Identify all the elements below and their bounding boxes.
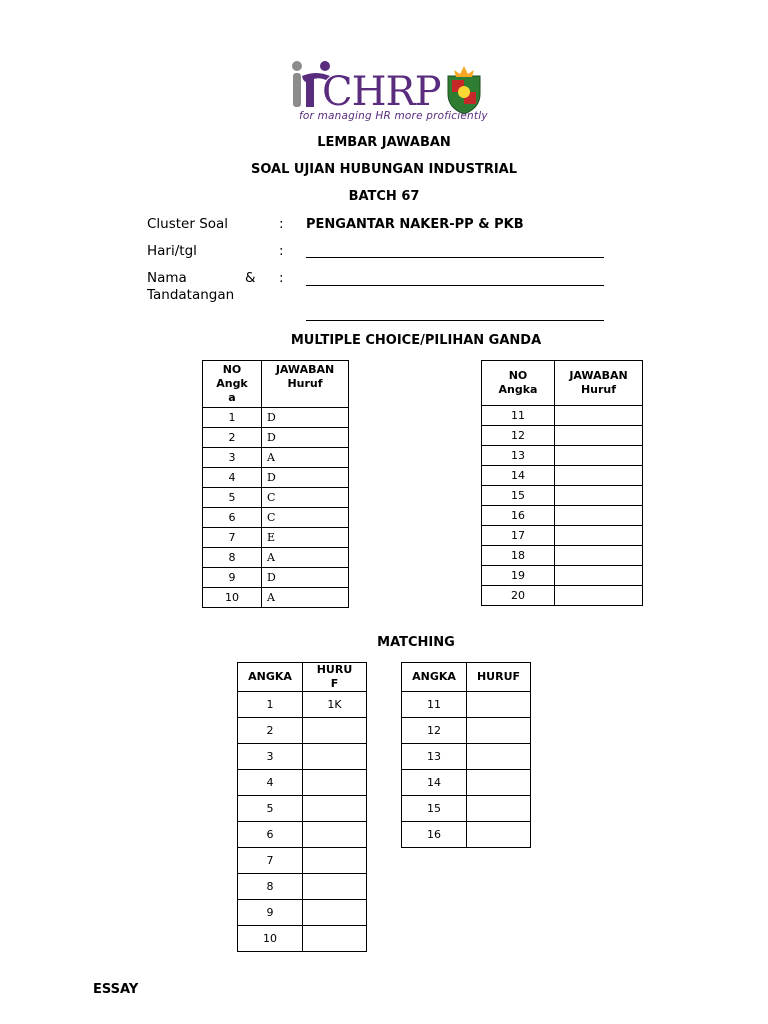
mc-right-row [482, 546, 643, 566]
matching-left-row [238, 900, 367, 926]
matching-left-row [238, 744, 367, 770]
matching-left-row-number: 5 [238, 796, 303, 822]
name-label-ampersand: & [245, 270, 256, 286]
matching-right-row-number: 11 [402, 692, 467, 718]
mc-right-row [482, 586, 643, 606]
mc-left-row-answer[interactable]: D [262, 408, 349, 428]
mc-right-row-number: 12 [482, 426, 555, 446]
matching-right-row [402, 744, 531, 770]
mc-left-header-answer: JAWABAN Huruf [262, 361, 349, 408]
logo-figure-head-left [292, 61, 302, 71]
mc-left-row [203, 528, 349, 548]
cluster-colon: : [279, 216, 284, 232]
mc-right-header-no: NO Angka [482, 361, 555, 406]
shield-emblem-icon [448, 66, 480, 114]
date-colon: : [279, 243, 284, 259]
multiple-choice-title: MULTIPLE CHOICE/PILIHAN GANDA [290, 333, 542, 348]
mc-left-row-number: 2 [203, 428, 262, 448]
mc-left-row-number: 5 [203, 488, 262, 508]
signature-label: Tandatangan [147, 287, 235, 303]
matching-right-row [402, 796, 531, 822]
mc-right-row-answer[interactable] [555, 446, 643, 466]
matching-left-row-answer[interactable] [303, 822, 367, 848]
mc-right-row [482, 406, 643, 426]
mc-answer-table-right [481, 360, 643, 606]
matching-left-row-answer[interactable] [303, 848, 367, 874]
logo-tagline: for managing HR more proficiently [299, 110, 488, 122]
matching-left-row-number: 8 [238, 874, 303, 900]
mc-left-row-number: 4 [203, 468, 262, 488]
logo-figure-body-left [293, 73, 301, 107]
matching-left-row-number: 2 [238, 718, 303, 744]
matching-left-row-answer[interactable] [303, 744, 367, 770]
mc-right-row-number: 13 [482, 446, 555, 466]
mc-right-row [482, 506, 643, 526]
mc-right-row-answer[interactable] [555, 566, 643, 586]
matching-left-row-number: 9 [238, 900, 303, 926]
mc-left-row-answer[interactable]: D [262, 468, 349, 488]
mc-right-row-answer[interactable] [555, 586, 643, 606]
date-fill-line[interactable] [306, 257, 604, 258]
sheet-title: LEMBAR JAWABAN [317, 135, 451, 150]
matching-right-row-number: 13 [402, 744, 467, 770]
mc-right-row-number: 17 [482, 526, 555, 546]
matching-left-row [238, 692, 367, 718]
matching-left-row [238, 848, 367, 874]
mc-left-row-answer[interactable]: A [262, 448, 349, 468]
matching-left-row-number: 10 [238, 926, 303, 952]
name-fill-line[interactable] [306, 285, 604, 286]
matching-right-row [402, 692, 531, 718]
mc-right-row-answer[interactable] [555, 486, 643, 506]
mc-left-row [203, 468, 349, 488]
mc-right-row-answer[interactable] [555, 546, 643, 566]
logo-brand-text: CHRP [322, 69, 441, 115]
mc-left-row-answer[interactable]: E [262, 528, 349, 548]
mc-left-row [203, 508, 349, 528]
matching-left-row [238, 770, 367, 796]
matching-right-row-answer[interactable] [467, 822, 531, 848]
matching-right-row-answer[interactable] [467, 718, 531, 744]
mc-left-row-answer[interactable]: C [262, 508, 349, 528]
date-label: Hari/tgl [147, 243, 197, 259]
matching-right-row [402, 770, 531, 796]
mc-right-row-number: 15 [482, 486, 555, 506]
mc-left-row [203, 588, 349, 608]
mc-right-row [482, 486, 643, 506]
cluster-value: PENGANTAR NAKER-PP & PKB [306, 217, 524, 232]
matching-right-row-answer[interactable] [467, 744, 531, 770]
name-label: Nama [147, 270, 187, 286]
matching-left-header-no: ANGKA [238, 663, 303, 692]
matching-right-row-answer[interactable] [467, 692, 531, 718]
mc-left-row [203, 488, 349, 508]
matching-table-left [237, 662, 367, 952]
mc-right-row [482, 566, 643, 586]
matching-left-row-number: 3 [238, 744, 303, 770]
mc-left-row-answer[interactable]: C [262, 488, 349, 508]
mc-left-row-number: 7 [203, 528, 262, 548]
matching-left-row-number: 7 [238, 848, 303, 874]
name-colon: : [279, 270, 284, 286]
mc-right-row-answer[interactable] [555, 406, 643, 426]
matching-left-row [238, 926, 367, 952]
mc-right-row-number: 19 [482, 566, 555, 586]
mc-answer-table-left [202, 360, 349, 608]
matching-right-row-number: 12 [402, 718, 467, 744]
mc-left-header-no: NO Angk a [203, 361, 262, 408]
matching-left-row-number: 6 [238, 822, 303, 848]
mc-left-row [203, 548, 349, 568]
mc-left-row [203, 568, 349, 588]
matching-right-row-answer[interactable] [467, 770, 531, 796]
mc-right-row [482, 526, 643, 546]
mc-left-row-answer[interactable]: D [262, 568, 349, 588]
matching-left-row-answer[interactable] [303, 770, 367, 796]
matching-left-row-answer[interactable] [303, 874, 367, 900]
matching-left-row-answer[interactable] [303, 926, 367, 952]
mc-left-row-number: 6 [203, 508, 262, 528]
mc-right-row-number: 18 [482, 546, 555, 566]
mc-left-row-answer[interactable]: A [262, 548, 349, 568]
matching-left-row [238, 718, 367, 744]
matching-left-row-answer[interactable]: 1K [303, 692, 367, 718]
matching-right-row [402, 718, 531, 744]
matching-left-row [238, 822, 367, 848]
mc-left-row [203, 408, 349, 428]
matching-right-row-number: 14 [402, 770, 467, 796]
mc-left-row [203, 448, 349, 468]
mc-right-row-answer[interactable] [555, 466, 643, 486]
mc-right-row-answer[interactable] [555, 526, 643, 546]
matching-left-header-answer: HURU F [303, 663, 367, 692]
exam-subtitle: SOAL UJIAN HUBUNGAN INDUSTRIAL [250, 162, 518, 177]
mc-right-row [482, 446, 643, 466]
batch-label: BATCH 67 [348, 189, 420, 204]
mc-right-row [482, 466, 643, 486]
mc-left-row-answer[interactable]: A [262, 588, 349, 608]
mc-left-row-number: 1 [203, 408, 262, 428]
mc-left-row-number: 9 [203, 568, 262, 588]
matching-left-row [238, 796, 367, 822]
mc-right-row-number: 14 [482, 466, 555, 486]
matching-right-row-number: 15 [402, 796, 467, 822]
cluster-label: Cluster Soal [147, 216, 229, 232]
mc-right-row-number: 16 [482, 506, 555, 526]
mc-left-row-number: 3 [203, 448, 262, 468]
mc-right-header-answer: JAWABAN Huruf [555, 361, 643, 406]
mc-left-row-number: 10 [203, 588, 262, 608]
matching-right-row [402, 822, 531, 848]
matching-left-row-answer[interactable] [303, 718, 367, 744]
matching-left-row-answer[interactable] [303, 796, 367, 822]
mc-left-row-number: 8 [203, 548, 262, 568]
matching-table-right [401, 662, 531, 848]
matching-left-row-number: 4 [238, 770, 303, 796]
matching-right-header-answer: HURUF [467, 663, 531, 692]
matching-right-header-no: ANGKA [402, 663, 467, 692]
signature-fill-line[interactable] [306, 320, 604, 321]
matching-left-row-number: 1 [238, 692, 303, 718]
mc-right-row [482, 426, 643, 446]
matching-left-row-answer[interactable] [303, 900, 367, 926]
mc-left-row [203, 428, 349, 448]
mc-right-row-number: 20 [482, 586, 555, 606]
mc-right-row-number: 11 [482, 406, 555, 426]
essay-title: ESSAY [93, 982, 139, 997]
mc-right-row-answer[interactable] [555, 426, 643, 446]
matching-right-row-answer[interactable] [467, 796, 531, 822]
matching-title: MATCHING [377, 635, 455, 650]
matching-left-row [238, 874, 367, 900]
mc-right-row-answer[interactable] [555, 506, 643, 526]
mc-left-row-answer[interactable]: D [262, 428, 349, 448]
matching-right-row-number: 16 [402, 822, 467, 848]
